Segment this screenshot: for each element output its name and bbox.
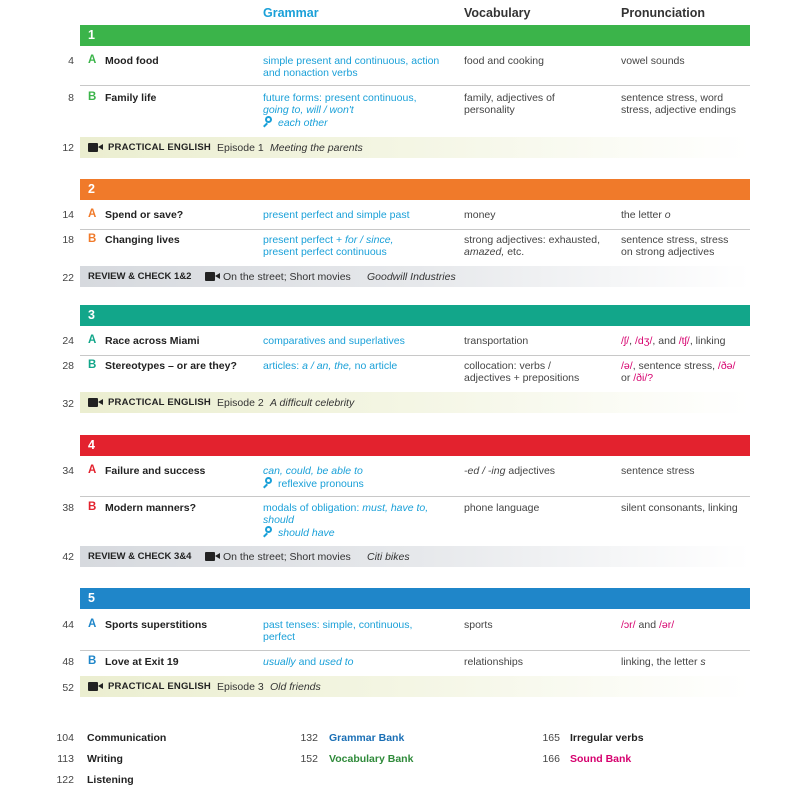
magnifier-icon <box>263 477 275 489</box>
page-number[interactable]: 12 <box>62 142 74 154</box>
page-number[interactable]: 166 <box>542 753 560 765</box>
lesson-letter: A <box>88 618 97 630</box>
strip-episode-title: Citi bikes <box>367 551 410 563</box>
strip-text: On the street; Short movies <box>223 551 351 563</box>
strip-label: PRACTICAL ENGLISH <box>108 397 211 408</box>
lesson-grammar: articles: a / an, the, no article <box>263 360 398 372</box>
strip-label: REVIEW & CHECK 1&2 <box>88 271 192 282</box>
lesson-grammar: present perfect + for / since, present perfect continuous <box>263 234 394 258</box>
lesson-pronunciation: /ɔr/ and /ər/ <box>621 619 675 631</box>
lesson-pronunciation: linking, the letter s <box>621 656 706 668</box>
lesson-pronunciation: silent consonants, linking <box>621 502 738 514</box>
unit-3-band <box>80 305 750 326</box>
magnifier-icon <box>263 526 275 538</box>
strip-episode-title: Goodwill Industries <box>367 271 456 283</box>
lesson-vocabulary: money <box>464 209 496 221</box>
page-number[interactable]: 18 <box>62 234 74 246</box>
page-number[interactable]: 34 <box>62 465 74 477</box>
magnifier-icon <box>263 116 275 128</box>
grammar-column-heading: Grammar <box>263 6 319 20</box>
lesson-pronunciation: sentence stress, word stress, adjective endings <box>621 92 736 116</box>
lesson-pronunciation: /ʃ/, /dʒ/, and /tʃ/, linking <box>621 335 726 347</box>
page-number[interactable]: 4 <box>68 55 74 67</box>
sound-bank-link[interactable]: Sound Bank <box>570 753 632 765</box>
lesson-vocabulary: transportation <box>464 335 529 347</box>
lesson-grammar: comparatives and superlatives <box>263 335 405 347</box>
video-camera-icon <box>205 552 219 561</box>
lesson-letter: A <box>88 334 97 346</box>
lesson-title[interactable]: Changing lives <box>105 234 180 246</box>
lesson-vocabulary: food and cooking <box>464 55 544 67</box>
lesson-letter: B <box>88 655 97 667</box>
strip-episode-title: Old friends <box>270 681 321 693</box>
irregular-verbs-link[interactable]: Irregular verbs <box>570 732 644 744</box>
lesson-letter: B <box>88 359 97 371</box>
page-number[interactable]: 14 <box>62 209 74 221</box>
page-number[interactable]: 44 <box>62 619 74 631</box>
lesson-letter: A <box>88 54 97 66</box>
unit-number: 2 <box>88 182 95 196</box>
lesson-pronunciation: /ə/, sentence stress, /ðə/ or /ði/? <box>621 360 736 384</box>
vocabulary-bank-link[interactable]: Vocabulary Bank <box>329 753 414 765</box>
row-divider <box>80 496 750 497</box>
row-divider <box>80 85 750 86</box>
page-number[interactable]: 8 <box>68 92 74 104</box>
unit-number: 1 <box>88 28 95 42</box>
vocabulary-column-heading: Vocabulary <box>464 6 531 20</box>
lesson-letter: A <box>88 464 97 476</box>
page-number[interactable]: 152 <box>300 753 318 765</box>
lesson-pronunciation: sentence stress, stress on strong adjectives <box>621 234 729 258</box>
page-number[interactable]: 52 <box>62 682 74 694</box>
grammar-bank-link[interactable]: Grammar Bank <box>329 732 405 744</box>
lesson-vocabulary: phone language <box>464 502 540 514</box>
lesson-title[interactable]: Spend or save? <box>105 209 184 221</box>
strip-episode-title: Meeting the parents <box>270 142 363 154</box>
strip-episode: Episode 2 <box>217 397 264 409</box>
practical-english-strip[interactable] <box>80 392 750 413</box>
practical-english-strip[interactable] <box>80 676 750 697</box>
page-number[interactable]: 122 <box>56 774 74 786</box>
strip-episode: Episode 3 <box>217 681 264 693</box>
lesson-title[interactable]: Family life <box>105 92 157 104</box>
pronunciation-column-heading: Pronunciation <box>621 6 706 20</box>
unit-4-band <box>80 435 750 456</box>
page-number[interactable]: 38 <box>62 502 74 514</box>
strip-episode-title: A difficult celebrity <box>270 397 355 409</box>
lesson-vocabulary: collocation: verbs / adjectives + prepositions <box>464 360 580 384</box>
video-camera-icon <box>205 272 219 281</box>
lesson-title[interactable]: Sports superstitions <box>105 619 208 631</box>
lesson-vocabulary: relationships <box>464 656 523 668</box>
lesson-grammar: past tenses: simple, continuous, perfect <box>263 619 413 643</box>
lesson-title[interactable]: Mood food <box>105 55 159 67</box>
video-camera-icon <box>88 143 102 152</box>
page-number[interactable]: 113 <box>57 753 74 765</box>
review-check-strip[interactable] <box>80 546 750 567</box>
lesson-title[interactable]: Stereotypes – or are they? <box>105 360 237 372</box>
lesson-title[interactable]: Race across Miami <box>105 335 200 347</box>
listening-link[interactable]: Listening <box>87 774 134 786</box>
page-number[interactable]: 32 <box>62 398 74 410</box>
lesson-letter: A <box>88 208 97 220</box>
page-number[interactable]: 28 <box>62 360 74 372</box>
unit-number: 3 <box>88 308 95 322</box>
page-number[interactable]: 104 <box>56 732 74 744</box>
strip-label: PRACTICAL ENGLISH <box>108 681 211 692</box>
lesson-pronunciation: sentence stress <box>621 465 695 477</box>
page-number[interactable]: 42 <box>62 551 74 563</box>
lesson-title[interactable]: Failure and success <box>105 465 206 477</box>
strip-text: On the street; Short movies <box>223 271 351 283</box>
row-divider <box>80 355 750 356</box>
practical-english-strip[interactable] <box>80 137 750 158</box>
lesson-grammar: modals of obligation: must, have to, should should have <box>263 502 429 539</box>
unit-number: 4 <box>88 438 95 452</box>
lesson-grammar: usually and used to <box>263 656 354 668</box>
lesson-grammar: future forms: present continuous, going to, will / won't each other <box>263 92 417 129</box>
page-number[interactable]: 24 <box>62 335 74 347</box>
unit-5-band <box>80 588 750 609</box>
lesson-vocabulary: sports <box>464 619 493 631</box>
strip-label: REVIEW & CHECK 3&4 <box>88 551 192 562</box>
lesson-title[interactable]: Modern manners? <box>105 502 197 514</box>
lesson-letter: B <box>88 233 97 245</box>
lesson-title[interactable]: Love at Exit 19 <box>105 656 179 668</box>
page-number[interactable]: 48 <box>62 656 74 668</box>
lesson-letter: B <box>88 501 97 513</box>
page-number[interactable]: 165 <box>542 732 560 744</box>
lesson-grammar: present perfect and simple past <box>263 209 410 221</box>
communication-link[interactable]: Communication <box>87 732 167 744</box>
lesson-vocabulary: strong adjectives: exhausted, amazed, etc. <box>464 234 600 258</box>
page-number[interactable]: 132 <box>300 732 318 744</box>
lesson-letter: B <box>88 91 97 103</box>
writing-link[interactable]: Writing <box>87 753 123 765</box>
video-camera-icon <box>88 682 102 691</box>
lesson-vocabulary: -ed / -ing adjectives <box>464 465 556 477</box>
unit-2-band <box>80 179 750 200</box>
row-divider <box>80 650 750 651</box>
unit-number: 5 <box>88 591 95 605</box>
strip-episode: Episode 1 <box>217 142 264 154</box>
lesson-pronunciation: vowel sounds <box>621 55 685 67</box>
video-camera-icon <box>88 398 102 407</box>
lesson-grammar: can, could, be able to reflexive pronouns <box>263 465 364 490</box>
unit-1-band <box>80 25 750 46</box>
strip-label: PRACTICAL ENGLISH <box>108 142 211 153</box>
page-number[interactable]: 22 <box>62 272 74 284</box>
lesson-vocabulary: family, adjectives of personality <box>464 92 555 116</box>
lesson-grammar: simple present and continuous, action and nonaction verbs <box>263 55 440 79</box>
lesson-pronunciation: the letter o <box>621 209 671 221</box>
review-check-strip[interactable] <box>80 266 750 287</box>
row-divider <box>80 229 750 230</box>
